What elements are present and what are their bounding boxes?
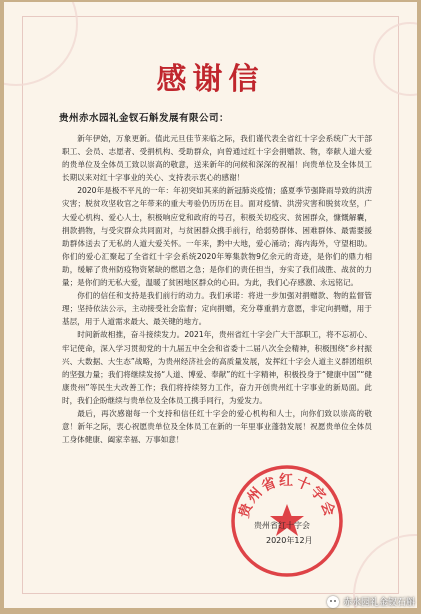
letter-title: 感谢信 <box>156 62 265 97</box>
letter-addressee: 贵州赤水园礼金钗石斛发展有限公司： <box>59 113 230 124</box>
signature-date: 2020年12月 <box>266 536 313 545</box>
watermark-label: 赤水园礼金钗石斛 <box>342 598 415 608</box>
signature-org: 贵州省红十字会 <box>254 521 310 530</box>
letter-body <box>62 132 372 446</box>
letter-paragraph: 新年伊始，万象更新。值此元旦佳节来临之际，我们谨代表全省红十字会系统广大干部职工、会员、志愿者、受捐机构、受助群众，向曾通过红十字会捐赠款、物，奉献人道大爱的贵单位及全体员工致以崇高的敬意，送来新年的问候和深深的祝福！向贵单位及全体员工长期以来对红十字事业的关心、支持表示衷心的感谢！ <box>62 134 372 183</box>
letter-paragraph: 最后，再次感谢每一个支持和信任红十字会的爱心机构和人士，向你们致以崇高的敬意！新年之际，衷心祝愿贵单位及全体员工在新的一年里事业蓬勃发展！祝愿贵单位全体员工身体健康、阖家幸福、万事如意！ <box>62 408 372 445</box>
letter-paper <box>4 2 417 608</box>
seal-text: 贵州省红十字会 <box>236 473 338 520</box>
letter-paragraph: 2020年是极不平凡的一年：年初突如其来的新冠肺炎疫情；盛夏季节强降雨导致的洪涝灾害；脱贫攻坚收官之年带来的重大考验仍历历在目。面对疫情、洪涝灾害和脱贫攻坚，广大爱心机构、爱心人士，积极响应党和政府的号召，积极关切疫灾、贫困群众，慷慨解囊，捐款捐物，与受灾群众共同面对，与贫困群众携手前行，给弱势群体、困难群体、最需要援助群体送去了无私的人道大爱关怀。一年来，黔中大地，爱心涌动；海内海外，守望相助。你们的爱心汇聚起了全省红十字会系统2020年筹集款物9亿余元的奇迹，是你们的鼎力相助，缓解了贵州防疫物资紧缺的燃眉之急；是你们的责任担当，夯实了我们战胜、战贫的力量；是你们的无私大爱，温暖了贫困地区群众的心田。为此，我们心存感激、永远铭记。 <box>62 186 372 288</box>
wechat-icon <box>327 596 339 608</box>
wechat-watermark <box>327 595 415 608</box>
letter-paragraph: 你们的信任和支持是我们前行的动力。我们承诺：将进一步加强对捐赠款、物的监督管理；坚持依法公示，主动接受社会监督；定向捐赠，充分尊重捐方意愿，非定向捐赠，用于基层，用于人道需求最大、最关键的地方。 <box>62 291 372 327</box>
letter-paragraph: 时间新故相推，奋斗接续发力。2021年，贵州省红十字会广大干部职工，将不忘初心、牢记使命，深入学习贯彻党的十九届五中全会和省委十二届八次全会精神，积极围绕“乡村振兴、大数据、大生态”战略，为贵州经济社会的高质量发展，发挥红十字会人道主义群团组织的坚强力量；我们将继续发扬“人道、博爱、奉献”的红十字精神，积极投身于“健康中国”“健康贵州”等民生大改善工作；我们将持续努力工作，奋力开创贵州红十字事业的新局面。此时，我们企盼继续与贵单位及全体员工携手同行，为爱发力。 <box>62 330 372 405</box>
